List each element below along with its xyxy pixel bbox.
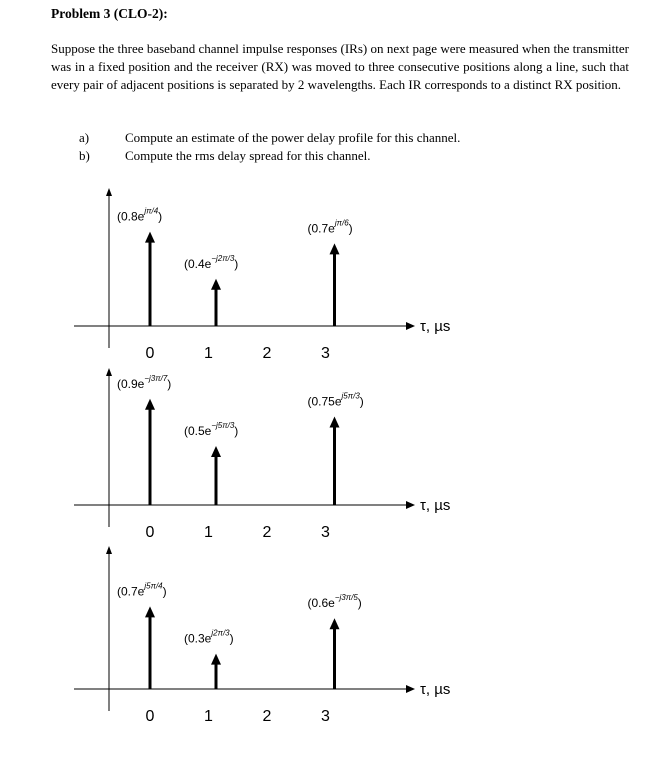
impulse-label: $(0.7e^{j\pi/6})$ (307, 218, 353, 236)
impulse-label: $(0.3e^{j2\pi/3})$ (184, 628, 234, 646)
impulse-stem (215, 662, 218, 689)
x-axis-arrowhead (406, 501, 415, 509)
impulse-stem (333, 626, 336, 689)
y-axis-arrowhead (106, 188, 112, 196)
impulse-arrowhead (211, 279, 221, 290)
y-axis-arrowhead (106, 546, 112, 554)
x-tick-label: 0 (145, 345, 155, 362)
impulse-arrowhead (211, 446, 221, 457)
question-b-text: Compute the rms delay spread for this channel. (125, 148, 371, 163)
question-a-label: a) (79, 130, 90, 145)
impulse-arrowhead (145, 232, 155, 243)
x-axis-arrowhead (406, 685, 415, 693)
impulse-label: $(0.6e^{-j3\pi/5})$ (307, 593, 362, 611)
question-b-label: b) (79, 148, 90, 163)
impulse-stem (149, 614, 152, 689)
impulse-label: $(0.7e^{j5\pi/4})$ (117, 581, 167, 599)
x-tick-label: 0 (145, 708, 155, 725)
x-tick-label: 1 (204, 524, 213, 541)
impulse-label: $(0.5e^{-j5\pi/3})$ (184, 421, 239, 438)
impulse-label: $(0.4e^{-j2\pi/3})$ (184, 253, 239, 271)
x-tick-label: 1 (204, 708, 213, 725)
impulse-arrowhead (145, 606, 155, 617)
y-axis-arrowhead (106, 368, 112, 376)
impulse-stem (215, 287, 218, 326)
x-axis-label: τ, µs (420, 681, 451, 698)
impulse-label: $(0.8e^{j\pi/4})$ (117, 206, 163, 224)
impulse-plot-3 (74, 546, 450, 725)
x-tick-label: 1 (204, 345, 213, 362)
impulse-arrowhead (330, 417, 340, 428)
x-tick-label: 3 (321, 345, 330, 362)
x-axis-label: τ, µs (420, 318, 451, 335)
x-tick-label: 2 (262, 345, 272, 362)
impulse-stem (333, 251, 336, 326)
problem-title: Problem 3 (CLO-2): (51, 6, 168, 21)
impulse-plot-2 (74, 368, 450, 541)
question-a-text: Compute an estimate of the power delay profile for this channel. (125, 130, 461, 145)
x-tick-label: 2 (262, 524, 272, 541)
x-tick-label: 3 (321, 708, 330, 725)
x-tick-label: 2 (262, 708, 272, 725)
x-tick-label: 0 (145, 524, 155, 541)
x-axis-arrowhead (406, 322, 415, 330)
x-tick-label: 3 (321, 524, 330, 541)
impulse-plot-1 (74, 188, 450, 362)
impulse-label: $(0.75e^{j5\pi/3})$ (307, 391, 364, 409)
impulse-arrowhead (145, 399, 155, 410)
impulse-stem (215, 454, 218, 505)
impulse-arrowhead (330, 243, 340, 254)
impulse-stem (149, 240, 152, 326)
x-axis-label: τ, µs (420, 497, 451, 514)
impulse-stem (333, 425, 336, 506)
impulse-arrowhead (211, 654, 221, 665)
impulse-label: $(0.9e^{-j3\pi/7})$ (117, 373, 172, 391)
impulse-arrowhead (330, 618, 340, 629)
problem-statement: Suppose the three baseband channel impulse responses (IRs) on next page were measured when the transmitter was in a fixed position and the receiver (RX) was moved to three consecutive positions along a line, such that every pair of adjacent positions is separated by 2 wavelengths. Each IR corresponds to a distinct RX position. (51, 41, 629, 92)
impulse-stem (149, 407, 152, 505)
